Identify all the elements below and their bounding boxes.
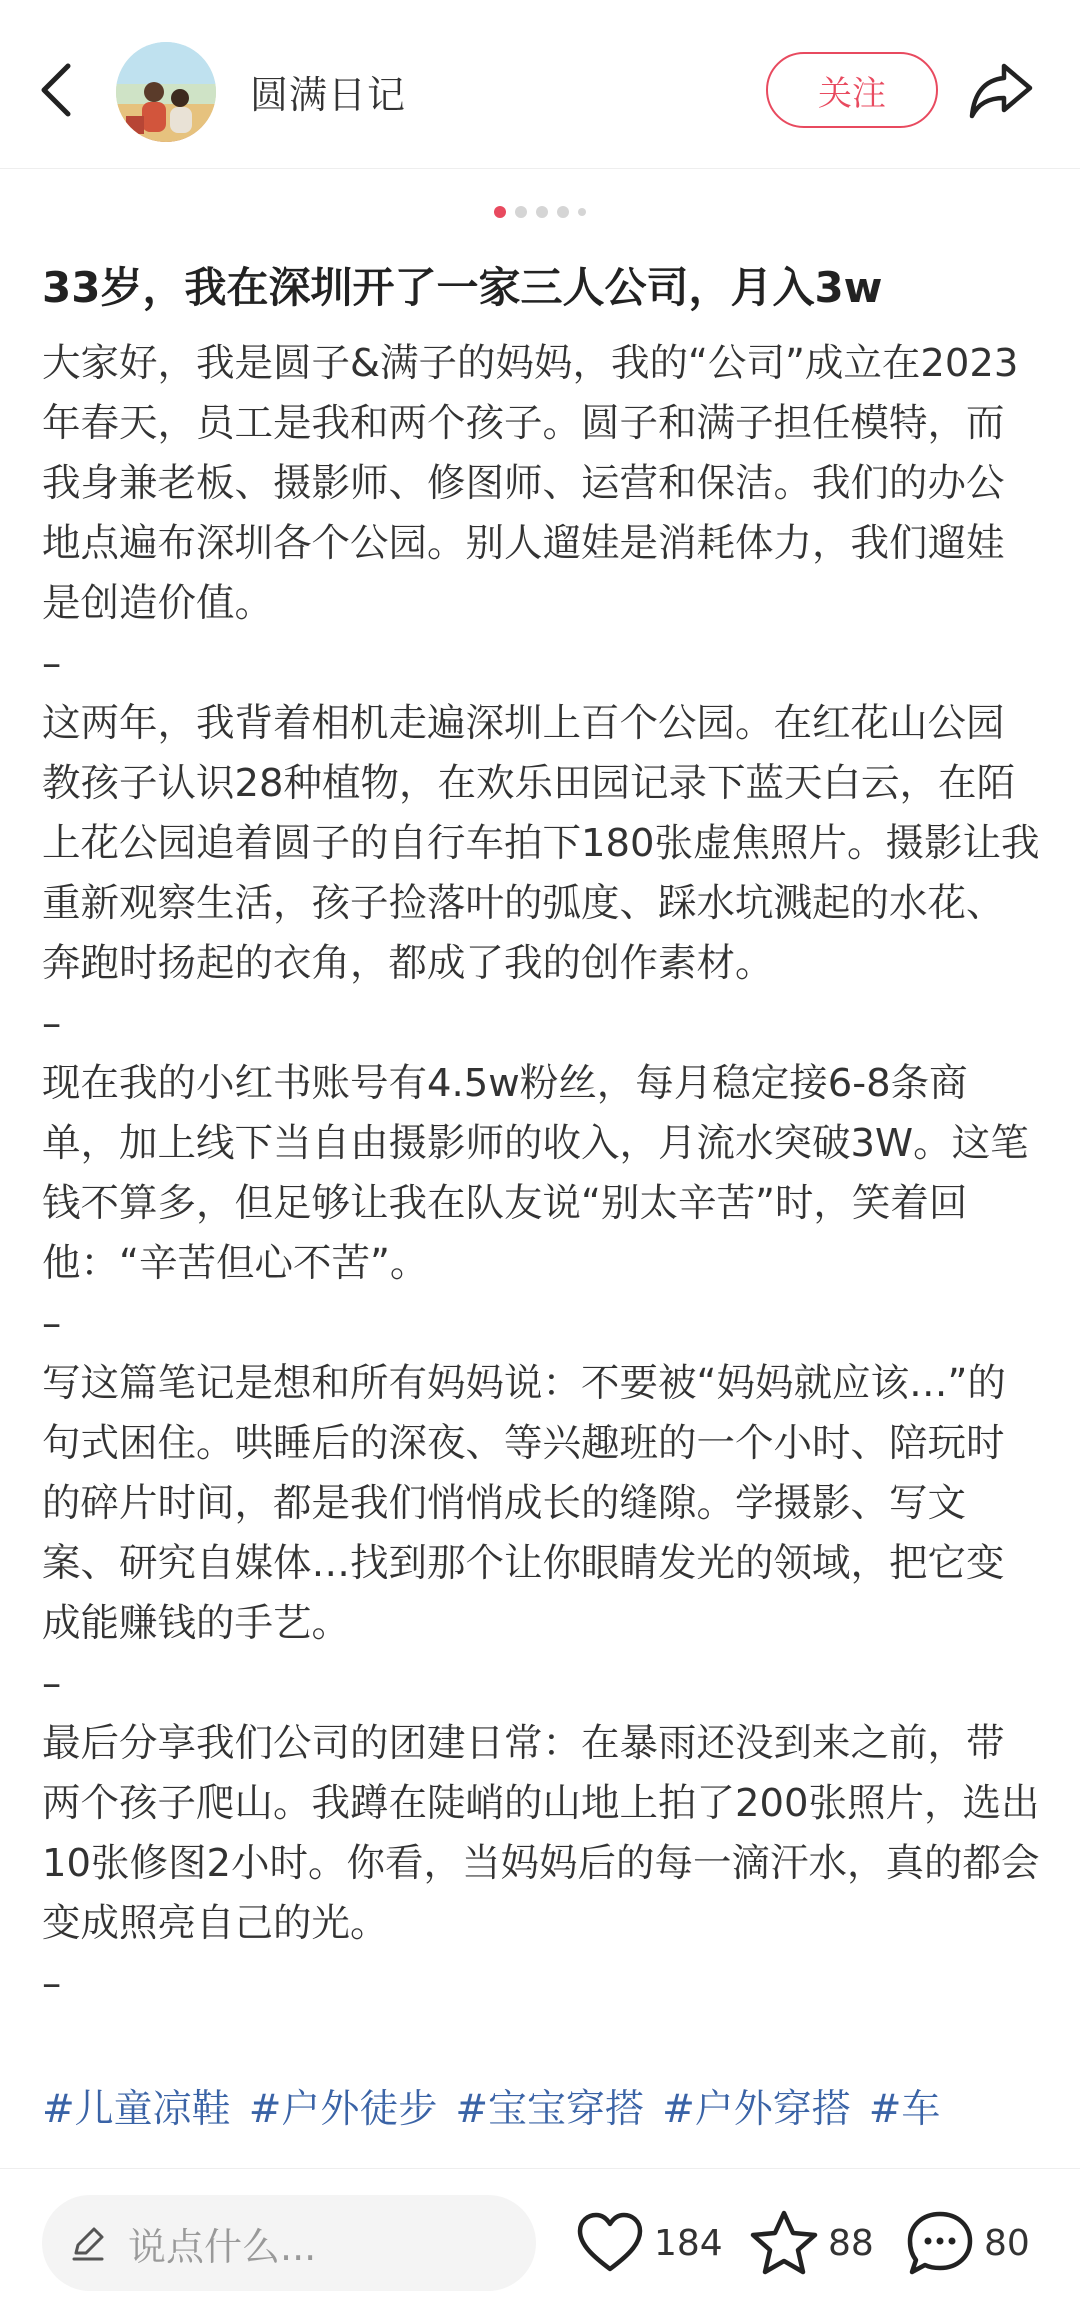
pager-dot: [557, 206, 569, 218]
heart-icon: [574, 2211, 646, 2275]
comment-bubble-icon: [904, 2208, 976, 2278]
note-content: [42, 334, 1042, 2014]
paragraph: 大家好，我是圆子&满子的妈妈，我的“公司”成立在2023年春天，员工是我和两个孩子。圆子和满子担任模特，而我身兼老板、摄影师、修图师、运营和保洁。我们的办公地点遍布深圳各个公园。别人遛娃是消耗体力，我们遛娃是创造价值。: [42, 341, 1019, 626]
avatar-photo: [116, 42, 216, 142]
comment-count: 80: [984, 2222, 1030, 2264]
comment-input[interactable]: [42, 2195, 536, 2291]
like-count: 184: [654, 2222, 723, 2264]
collect-count: 88: [828, 2222, 874, 2264]
tag-link[interactable]: #户外徒步: [248, 2087, 438, 2132]
collect-button[interactable]: [748, 2207, 874, 2279]
share-button[interactable]: [966, 58, 1036, 122]
note-title: 33岁，我在深圳开了一家三人公司，月入3w: [42, 263, 883, 312]
tag-link[interactable]: #儿童凉鞋: [42, 2087, 231, 2132]
share-icon: [966, 58, 1036, 122]
separator: –: [42, 1961, 62, 2006]
note-header: [0, 0, 1080, 169]
separator: –: [42, 1001, 62, 1046]
paragraph: 写这篇笔记是想和所有妈妈说：不要被“妈妈就应该…”的句式困住。哄睡后的深夜、等兴趣班的一个小时、陪玩时的碎片时间，都是我们悄悄成长的缝隙。学摄影、写文案、研究自媒体…找到那个让你眼睛发光的领域，把它变成能赚钱的手艺。: [42, 1361, 1006, 1646]
pager-dot: [536, 206, 548, 218]
tag-link[interactable]: #宝宝穿搭: [455, 2087, 645, 2132]
back-arrow-icon: [30, 54, 90, 126]
author-name[interactable]: 圆满日记: [250, 73, 407, 117]
pager-dot: [578, 208, 586, 216]
tag-link[interactable]: #车: [868, 2087, 941, 2132]
pager-dot: [515, 206, 527, 218]
separator: –: [42, 641, 62, 686]
like-button[interactable]: [574, 2207, 723, 2279]
follow-button[interactable]: 关注: [766, 52, 938, 128]
bottom-action-bar: [0, 2168, 1080, 2322]
author-avatar[interactable]: [116, 42, 216, 142]
tag-list: [42, 2080, 1052, 2160]
tag-link[interactable]: #户外穿搭: [662, 2087, 851, 2132]
paragraph: 现在我的小红书账号有4.5w粉丝，每月稳定接6-8条商单，加上线下当自由摄影师的收入，月流水突破3W。这笔钱不算多，但足够让我在队友说“别太辛苦”时，笑着回他：“辛苦但心不苦”。: [42, 1061, 1029, 1286]
separator: –: [42, 1301, 62, 1346]
comment-button[interactable]: [904, 2207, 1030, 2279]
comment-placeholder: 说点什么...: [128, 2224, 317, 2269]
back-button[interactable]: [30, 54, 90, 126]
paragraph: 最后分享我们公司的团建日常：在暴雨还没到来之前，带两个孩子爬山。我蹲在陡峭的山地上拍了200张照片，选出10张修图2小时。你看，当妈妈后的每一滴汗水，真的都会变成照亮自己的光。: [42, 1721, 1040, 1946]
pager-dot-active: [494, 206, 506, 218]
separator: –: [42, 1661, 62, 1706]
image-pager-dots: [0, 206, 1080, 218]
paragraph: 这两年，我背着相机走遍深圳上百个公园。在红花山公园教孩子认识28种植物，在欢乐田园记录下蓝天白云，在陌上花公园追着圆子的自行车拍下180张虚焦照片。摄影让我重新观察生活，孩子捡落叶的弧度、踩水坑溅起的水花、奔跑时扬起的衣角，都成了我的创作素材。: [42, 701, 1040, 986]
star-icon: [748, 2209, 820, 2277]
pencil-icon: [68, 2223, 108, 2263]
